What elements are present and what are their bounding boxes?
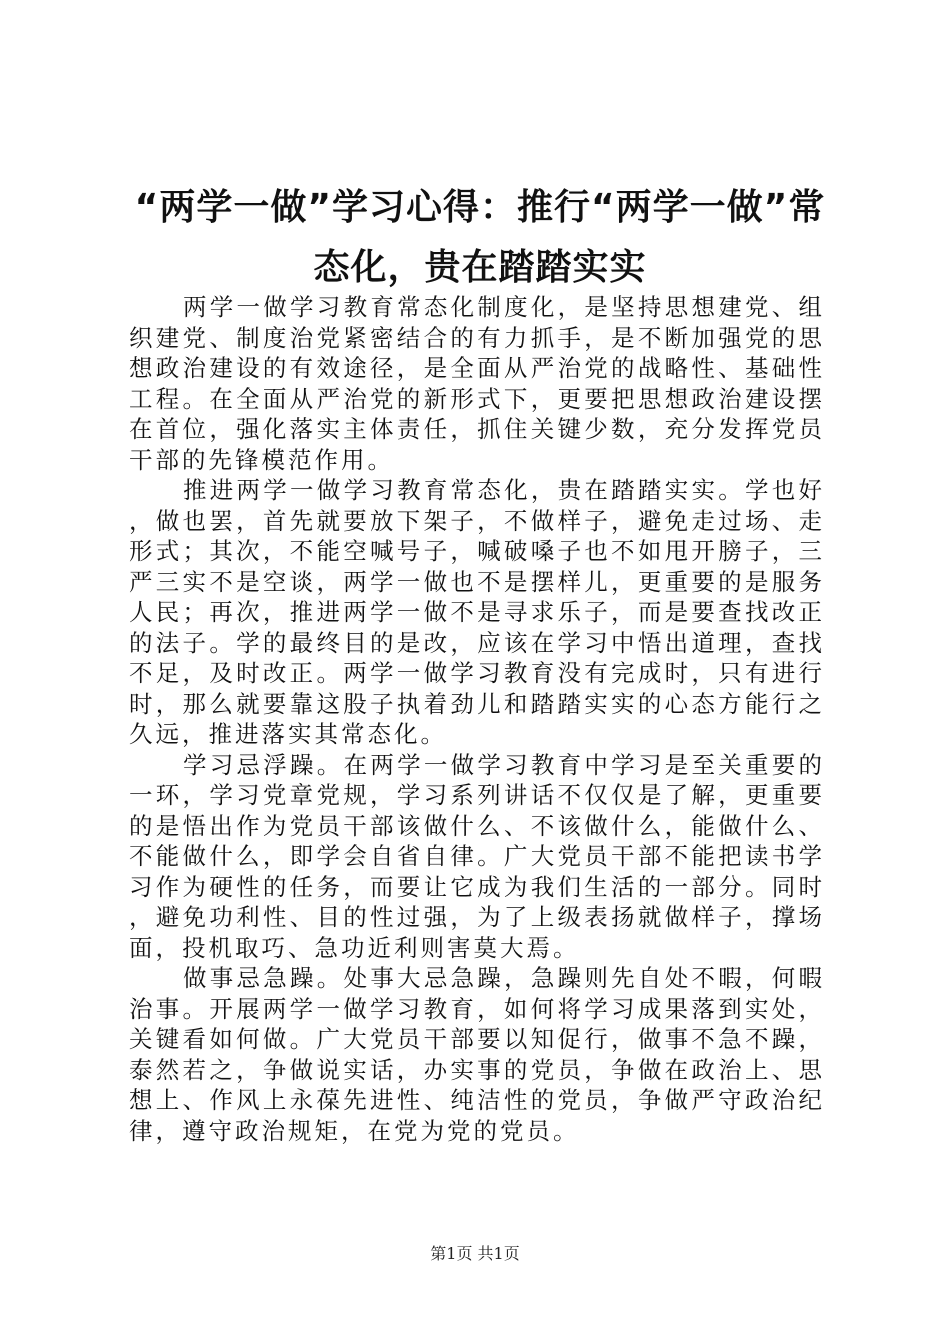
paragraph-1: 两学一做学习教育常态化制度化，是坚持思想建党、组织建党、制度治党紧密结合的有力抓手，是不断加强党的思想政治建设的有效途径，是全面从严治党的战略性、基础性工程。在全面从严治党的新形式下，更要把思想政治建设摆在首位，强化落实主体责任，抓住关键少数，充分发挥党员干部的先锋模范作用。 bbox=[129, 293, 825, 474]
paragraph-4: 做事忌急躁。处事大忌急躁，急躁则先自处不暇，何暇治事。开展两学一做学习教育，如何将学习成果落到实处，关键看如何做。广大党员干部要以知促行，做事不急不躁，泰然若之，争做说实话，办实事的党员，争做在政治上、思想上、作风上永葆先进性、纯洁性的党员，争做严守政治纪律，遵守政治规矩，在党为党的党员。 bbox=[129, 964, 825, 1145]
paragraph-2: 推进两学一做学习教育常态化，贵在踏踏实实。学也好，做也罢，首先就要放下架子，不做样子，避免走过场、走形式；其次，不能空喊号子，喊破嗓子也不如甩开膀子，三严三实不是空谈，两学一做也不是摆样儿，更重要的是服务人民；再次，推进两学一做不是寻求乐子，而是要查找改正的法子。学的最终目的是改，应该在学习中悟出道理，查找不足，及时改正。两学一做学习教育没有完成时，只有进行时，那么就要靠这股子执着劲儿和踏踏实实的心态方能行之久远，推进落实其常态化。 bbox=[129, 476, 825, 748]
document-title: “两学一做”学习心得：推行“两学一做”常态化，贵在踏踏实实 bbox=[134, 187, 826, 288]
page-footer: 第1页 共1页 bbox=[430, 1244, 520, 1263]
paragraph-3: 学习忌浮躁。在两学一做学习教育中学习是至关重要的一环，学习党章党规，学习系列讲话不仅仅是了解，更重要的是悟出作为党员干部该做什么、不该做什么，能做什么、不能做什么，即学会自省自律。广大党员干部不能把读书学习作为硬性的任务，而要让它成为我们生活的一部分。同时，避免功利性、目的性过强，为了上级表扬就做样子，撑场面，投机取巧、急功近利则害莫大焉。 bbox=[129, 750, 825, 962]
document-body bbox=[129, 292, 825, 1146]
